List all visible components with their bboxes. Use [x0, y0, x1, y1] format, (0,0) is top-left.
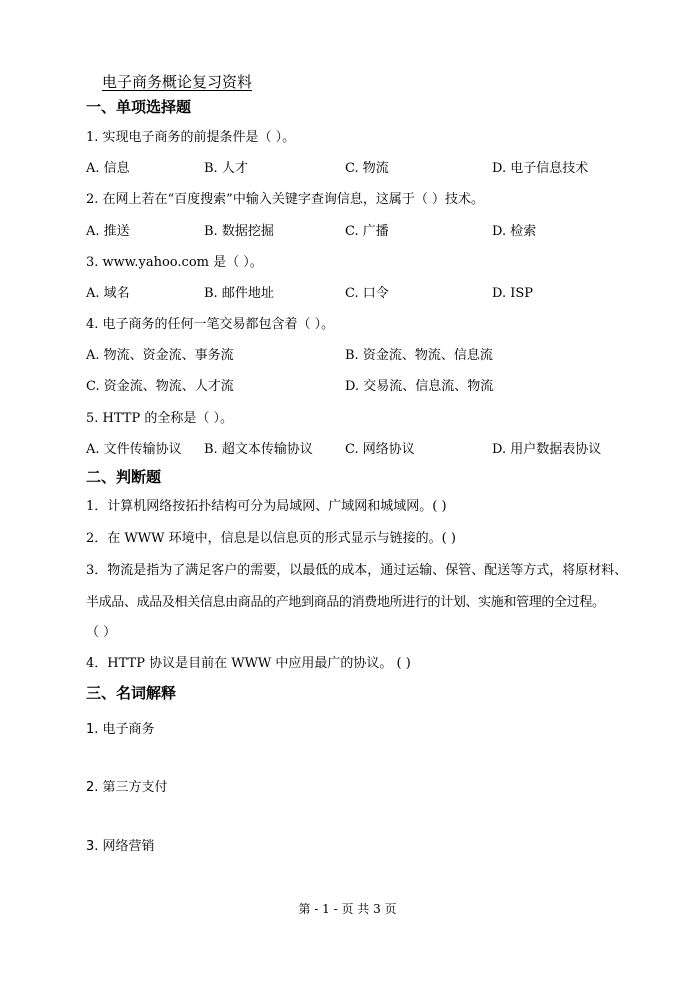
q3-option-d: D. ISP — [492, 286, 534, 301]
term-3: 3. 网络营销 — [86, 839, 155, 854]
q2-option-a: A. 推送 — [86, 224, 130, 239]
question-3: 3. www.yahoo.com 是（ ）。 — [86, 255, 263, 270]
q5-option-a: A. 文件传输协议 — [86, 442, 182, 457]
section-heading-terms: 三、名词解释 — [86, 684, 177, 702]
judgment-item-3-line-2: 半成品、成品及相关信息由商品的产地到商品的消费地所进行的计划、实施和管理的全过程。 — [86, 595, 605, 610]
q5-option-d: D. 用户数据表协议 — [492, 442, 602, 457]
question-2: 2. 在网上若在“百度搜索”中输入关键字查询信息，这属于（ ）技术。 — [86, 192, 484, 207]
q2-option-c: C. 广播 — [345, 224, 389, 239]
term-1: 1. 电子商务 — [86, 722, 155, 737]
q4-option-c: C. 资金流、物流、人才流 — [86, 379, 234, 394]
q4-option-b: B. 资金流、物流、信息流 — [345, 348, 493, 363]
judgment-item-2: 2．在 WWW 环境中，信息是以信息页的形式显示与链接的。( ) — [86, 531, 456, 546]
question-5: 5. HTTP 的全称是（ ）。 — [86, 411, 233, 426]
q2-option-b: B. 数据挖掘 — [204, 224, 274, 239]
q4-option-a: A. 物流、资金流、事务流 — [86, 348, 234, 363]
q3-option-a: A. 域名 — [86, 286, 130, 301]
q5-option-b: B. 超文本传输协议 — [204, 442, 313, 457]
q4-option-d: D. 交易流、信息流、物流 — [345, 379, 494, 394]
q2-option-d: D. 检索 — [492, 224, 537, 239]
judgment-item-3-blank: （ ） — [86, 625, 117, 640]
q5-option-c: C. 网络协议 — [345, 442, 415, 457]
q1-option-a: A. 信息 — [86, 161, 130, 176]
document-title: 电子商务概论复习资料 — [102, 73, 253, 91]
question-1: 1. 实现电子商务的前提条件是（ ）。 — [86, 130, 296, 145]
judgment-item-1: 1．计算机网络按拓扑结构可分为局域网、广域网和城域网。( ) — [86, 499, 447, 514]
page-footer: 第 - 1 - 页 共 3 页 — [298, 902, 397, 916]
judgment-item-3-line-1: 3．物流是指为了满足客户的需要，以最低的成本，通过运输、保管、配送等方式，将原材料、 — [86, 563, 628, 578]
section-heading-choice: 一、单项选择题 — [86, 98, 192, 116]
q3-option-c: C. 口令 — [345, 286, 389, 301]
q1-option-c: C. 物流 — [345, 161, 389, 176]
judgment-item-4: 4．HTTP 协议是目前在 WWW 中应用最广的协议。 ( ) — [86, 656, 411, 671]
q1-option-d: D. 电子信息技术 — [492, 161, 589, 176]
q1-option-b: B. 人才 — [204, 161, 248, 176]
section-heading-judgment: 二、判断题 — [86, 468, 162, 486]
question-4: 4. 电子商务的任何一笔交易都包含着（ ）。 — [86, 317, 335, 332]
term-2: 2. 第三方支付 — [86, 780, 168, 795]
q3-option-b: B. 邮件地址 — [204, 286, 274, 301]
